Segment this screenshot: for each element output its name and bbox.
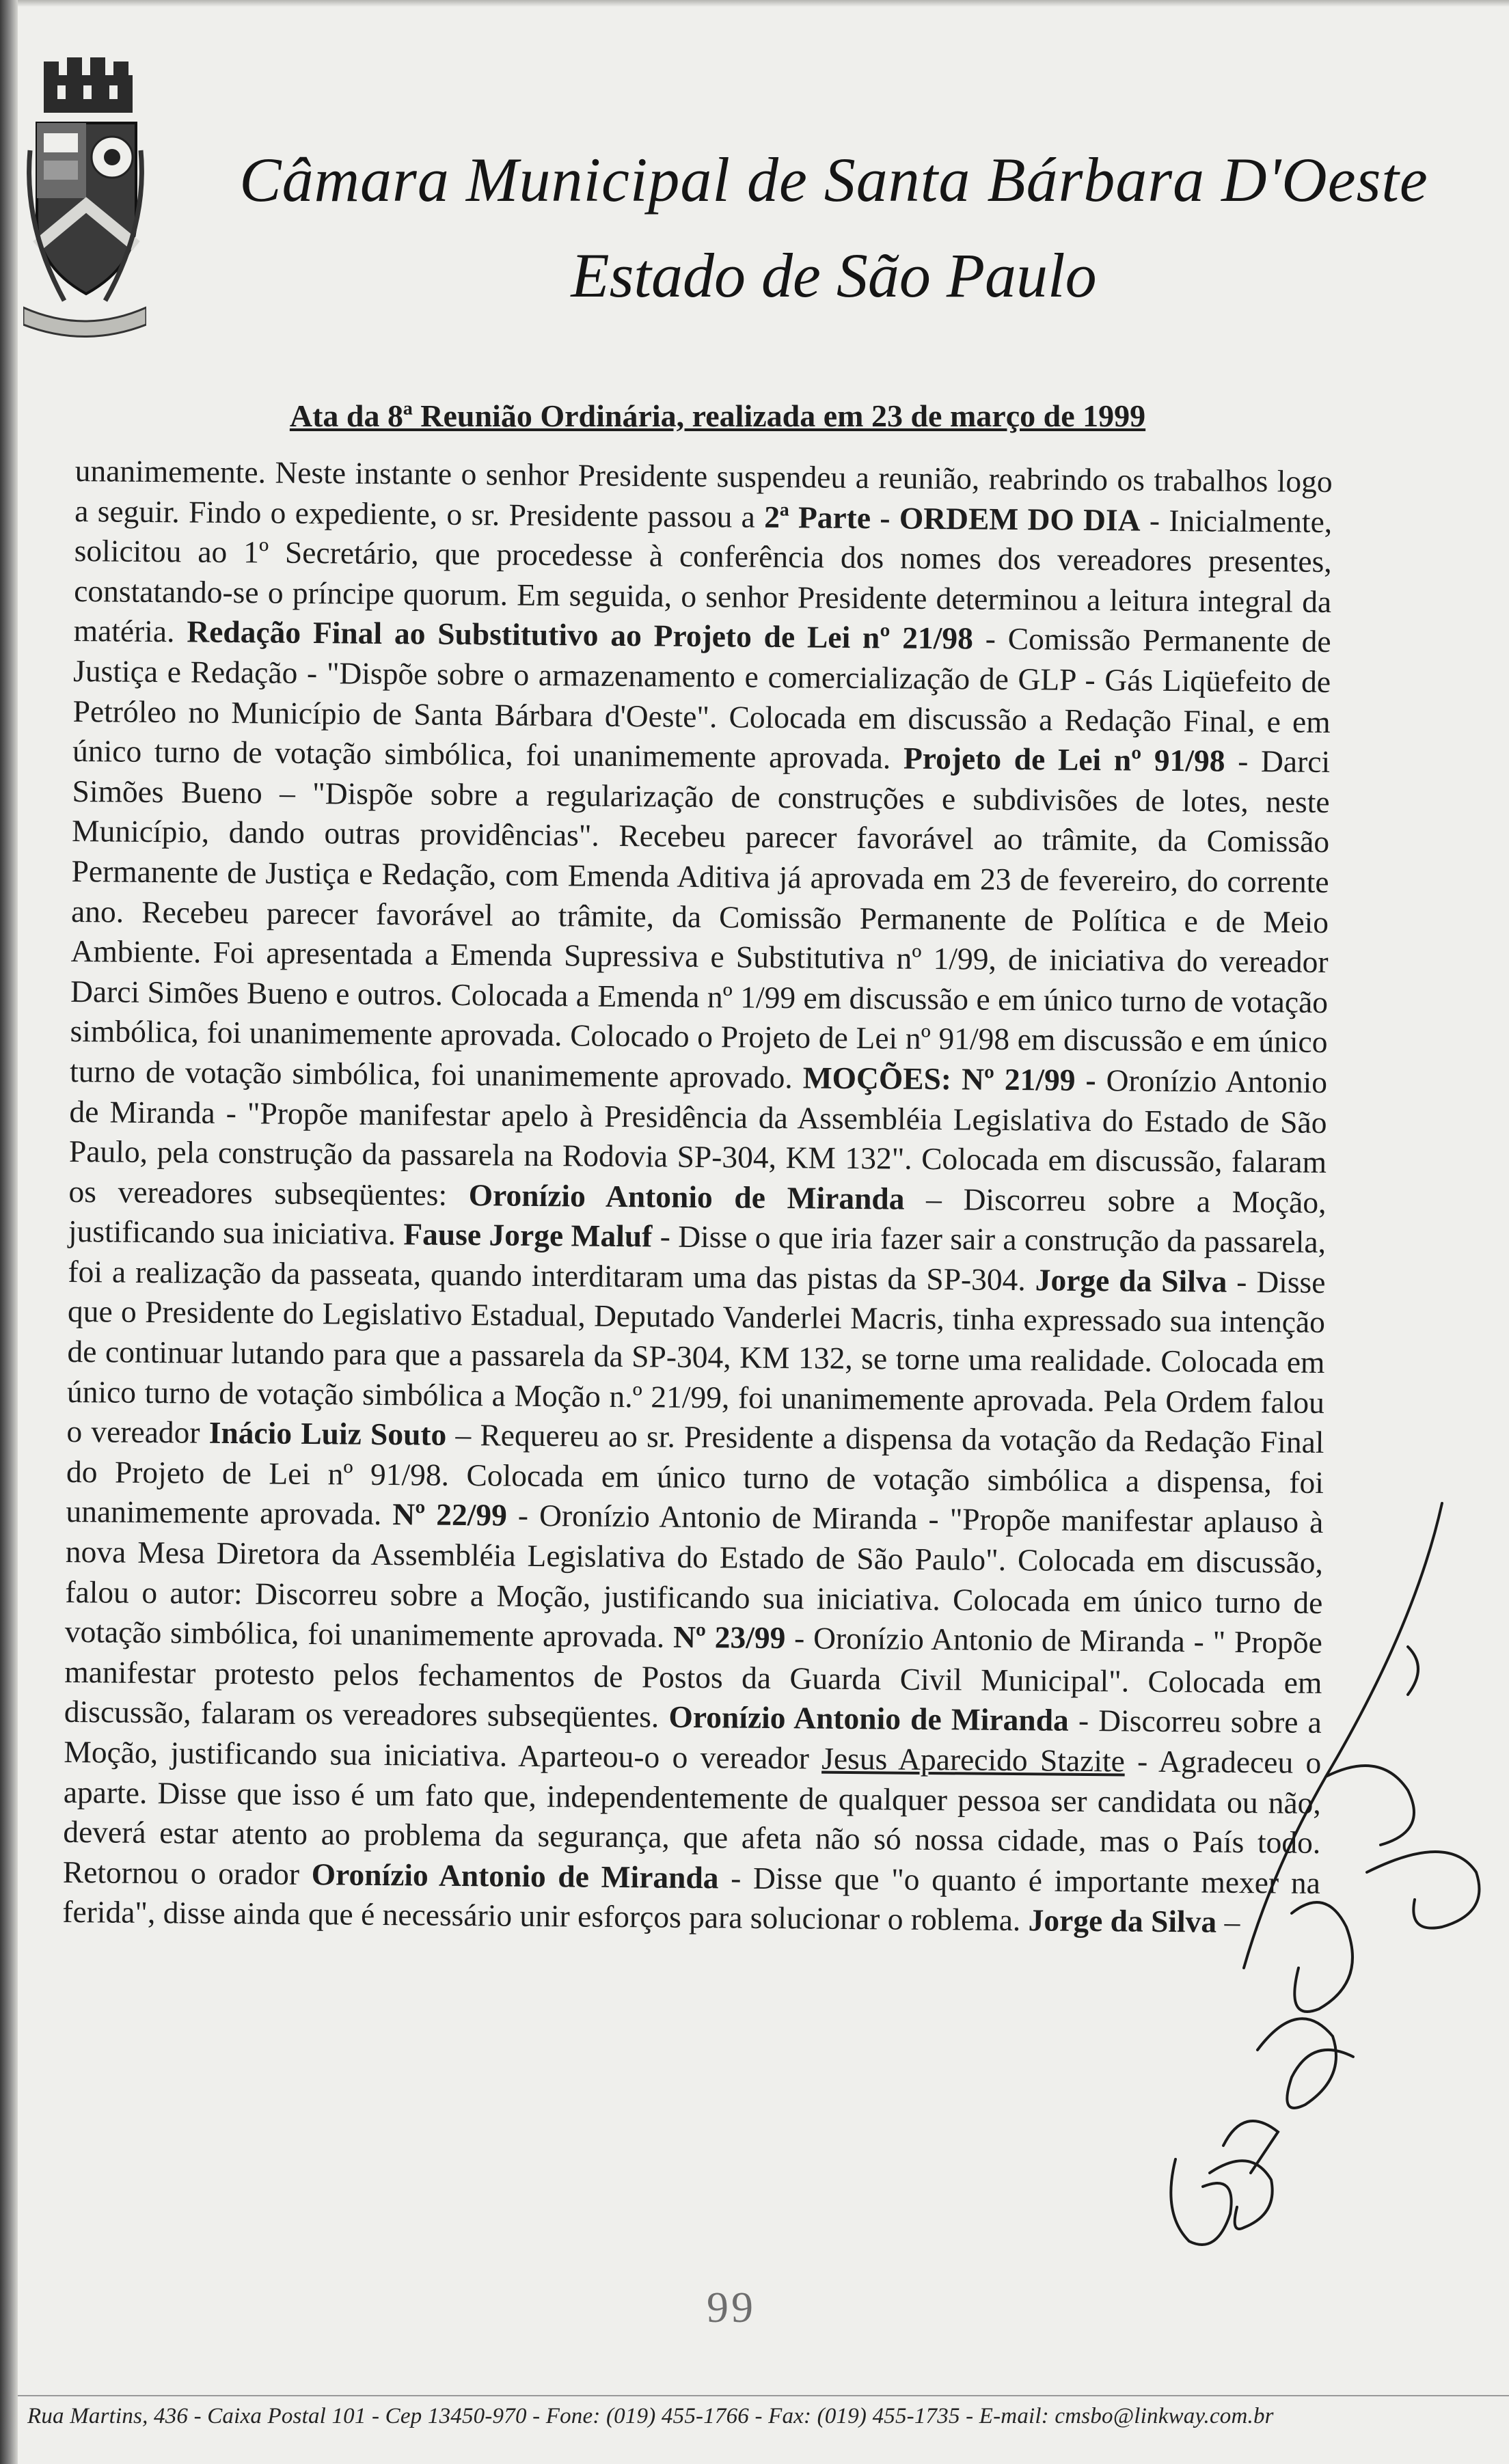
chamber-name-heading: Câmara Municipal de Santa Bárbara D'Oeste	[239, 145, 1428, 215]
page-top-edge	[18, 0, 1509, 7]
document-title: Ata da 8ª Reunião Ordinária, realizada em 23 de março de 1999	[289, 398, 1146, 433]
underlined-speaker-jesus: Jesus Aparecido Stazite	[821, 1740, 1126, 1779]
text-run: - Disse o que iria fazer sair a construção da passarela, foi a realização da passeata, quando interditaram uma das pistas da SP-304.	[68, 1218, 1327, 1298]
text-run: unanimemente. Neste instante o senhor Presidente suspendeu a reunião, reabrindo os trabalhos logo a seguir. Findo o expediente, o sr. Presidente passou a	[74, 452, 1333, 534]
text-run: – Requereu ao sr. Presidente a dispensa da votação da Redação Final do Projeto de Lei nº 91/98. Colocada em único turno de votação simbólica a dispensa, foi unanimemente aprovada.	[66, 1417, 1324, 1532]
coat-of-arms-icon	[23, 48, 146, 342]
text-run: - Discorreu sobre a Moção, justificando sua iniciativa. Aparteou-o o vereador	[64, 1703, 1322, 1776]
page-number: 99	[707, 2283, 756, 2331]
bold-speaker-jorge: Jorge da Silva	[1028, 1902, 1217, 1940]
text-run: - Inicialmente, solicitou ao 1º Secretário, que procedesse à conferência dos nomes dos vereadores presentes, constatando-se o príncipe quorum. Em seguida, o senhor Presidente determinou a leitura integral da matéria.	[73, 502, 1333, 649]
bold-speaker-oronizio: Oronízio Antonio de Miranda	[311, 1856, 719, 1895]
book-binding-shadow	[0, 0, 18, 2464]
footer-contact-info: Rua Martins, 436 - Caixa Postal 101 - Cep 13450-970 - Fone: (019) 455-1766 - Fax: (019) 455-1735 - E-mail: cmsbo@linkway.com.br	[27, 2404, 1274, 2428]
footer-divider	[18, 2395, 1509, 2396]
bold-term-n22: Nº 22/99	[392, 1496, 508, 1533]
text-run: - Comissão Permanente de Justiça e Redação - "Dispõe sobre o armazenamento e comercialização de GLP - Gás Liqüefeito de Petróleo no Município de Santa Bárbara d'Oeste". Colocada em discussão a Redação Final, e em único turno de votação simbólica, foi unanimemente aprovada.	[72, 620, 1331, 776]
bold-term-ordem-dia: 2ª Parte - ORDEM DO DIA	[764, 499, 1141, 538]
text-run: - Agradeceu o aparte. Disse que isso é um fato que, independentemente de qualquer pessoa ser candidata ou não, deverá estar atento ao problema da segurança, que afeta não só nossa cidade, mas o País todo. Retornou o orador	[62, 1743, 1322, 1891]
bold-speaker-inacio: Inácio Luiz Souto	[208, 1415, 447, 1453]
bold-speaker-oronizio: Oronízio Antonio de Miranda	[668, 1699, 1069, 1738]
bold-term-projeto-91: Projeto de Lei nº 91/98	[903, 740, 1225, 778]
text-run: - Disse que o Presidente do Legislativo Estadual, Deputado Vanderlei Macris, tinha expressado sua intenção de continuar lutando para que a passarela da SP-304, KM 132, se torne uma realidade. Colocada em único turno de votação simbólica a Moção n.º 21/99, foi unanimemente aprovada. Pela Ordem falou o vereador	[66, 1263, 1326, 1451]
text-run: - Oronízio Antonio de Miranda - " Propõe manifestar protesto pelos fechamentos de Postos da Guarda Civil Municipal". Colocada em discussão, falaram os vereadores subseqüentes.	[64, 1620, 1323, 1735]
handwritten-signatures	[1121, 1490, 1504, 2296]
text-run: – Discorreu sobre a Moção, justificando sua iniciativa.	[68, 1181, 1327, 1252]
text-run: - Disse que "o quanto é importante mexer na ferida", disse ainda que é necessário unir esforços para solucionar o roblema.	[62, 1860, 1321, 1938]
bold-speaker-oronizio: Oronízio Antonio de Miranda	[468, 1177, 905, 1216]
text-run: - Darci Simões Bueno – "Dispõe sobre a regularização de construções e subdivisões de lotes, neste Município, dando outras providências". Recebeu parecer favorável ao trâmite, da Comissão Permanente de Justiça e Redação, com Emenda Aditiva já aprovada em 23 de fevereiro, do corrente ano. Recebeu parecer favorável ao trâmite, da Comissão Permanente de Política e de Meio Ambiente. Foi apresentada a Emenda Supressiva e Substitutiva nº 1/99, de iniciativa do vereador Darci Simões Bueno e outros. Colocada a Emenda nº 1/99 em discussão e em único turno de votação simbólica, foi unanimemente aprovada. Colocado o Projeto de Lei nº 91/98 em discussão e em único turno de votação simbólica, foi unanimemente aprovado.	[69, 743, 1331, 1095]
bold-term-mocoes: MOÇÕES: Nº 21/99 -	[802, 1060, 1096, 1097]
text-run: - Oronízio Antonio de Miranda - "Propõe manifestar aplauso à nova Mesa Diretora da Assembléia Legislativa do Estado de São Paulo". Colocada em discussão, falou o autor: Discorreu sobre a Moção, justificando sua iniciativa. Colocada em único turno de votação simbólica, foi unanimemente aprovada.	[64, 1498, 1324, 1654]
bold-term-n23: Nº 23/99	[672, 1619, 786, 1656]
bold-speaker-jorge: Jorge da Silva	[1035, 1262, 1227, 1299]
bold-speaker-fause: Fause Jorge Maluf	[403, 1216, 653, 1254]
state-name-heading: Estado de São Paulo	[571, 241, 1097, 310]
text-run: Oronízio Antonio de Miranda - "Propõe manifestar apelo à Presidência da Assembléia Legislativa do Estado de São Paulo, pela construção da passarela na Rodovia SP-304, KM 132". Colocada em discussão, falaram os vereadores subseqüentes:	[68, 1062, 1328, 1212]
text-run: –	[1216, 1904, 1240, 1940]
bold-term-redacao-final: Redação Final ao Substitutivo ao Projeto de Lei nº 21/98	[187, 614, 974, 656]
